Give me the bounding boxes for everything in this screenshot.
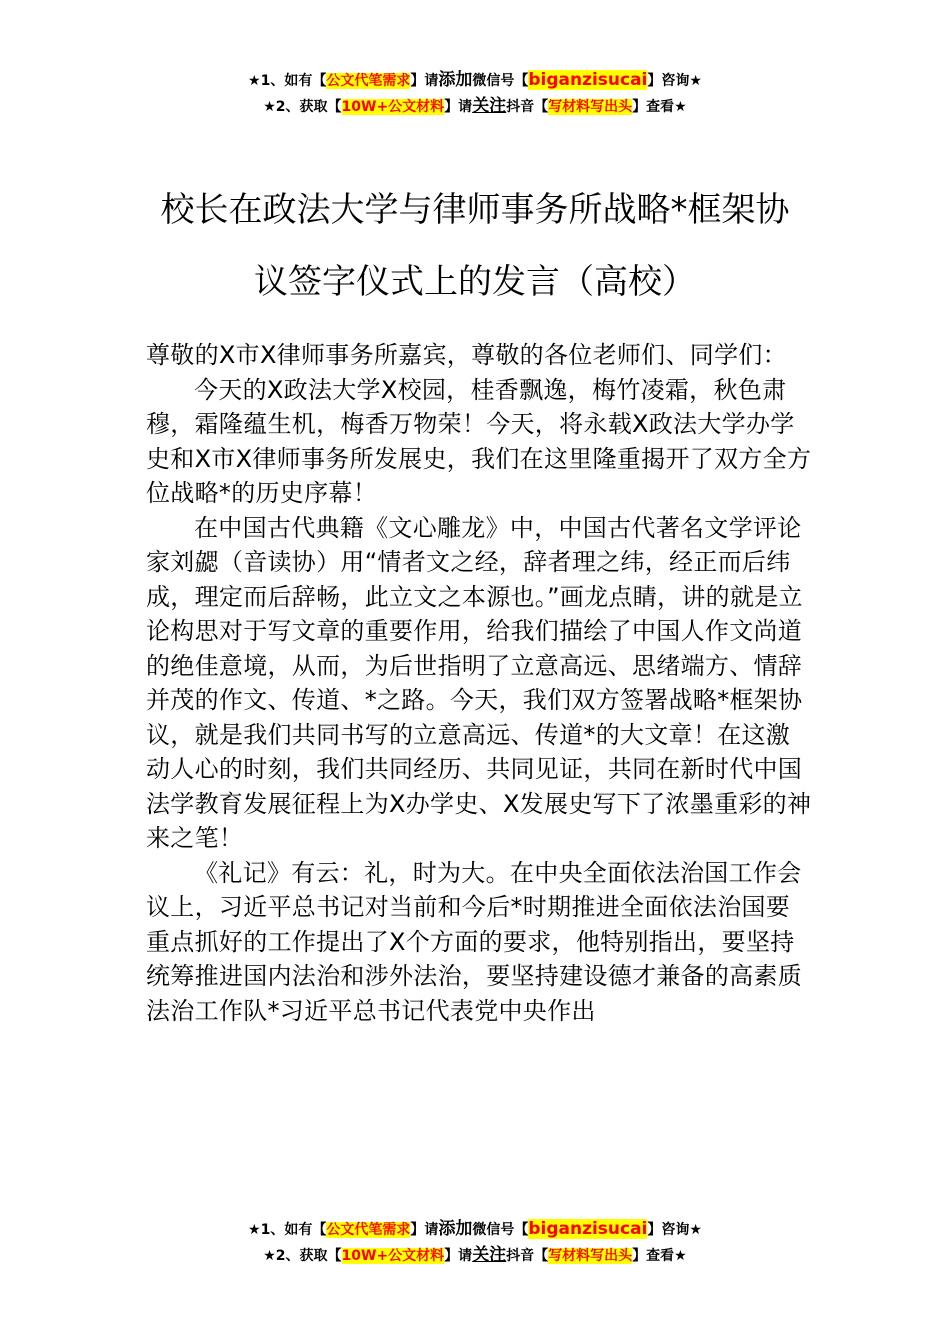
promo-text: ★1、如有【 (248, 1222, 327, 1238)
header-promo-banner (0, 68, 950, 120)
promo-wechat-id: biganzisucai (528, 70, 648, 90)
paragraph: 今天的X政法大学X校园，桂香飘逸，梅竹凌霜，秋色肃穆，霜隆蕴生机，梅香万物荣！今天，将永载X政法大学办学史和X市X律师事务所发展史，我们在这里隆重揭开了双方全方位战略*的历史序幕！ (146, 375, 812, 507)
promo-text: 】请 (444, 1248, 473, 1264)
promo-highlight: 公文代笔需求 (326, 73, 411, 89)
promo-douyin-name: 写材料写出头 (548, 1248, 633, 1264)
promo-text: 】咨询★ (647, 73, 702, 89)
promo-wechat-id: biganzisucai (528, 1219, 648, 1239)
document-title (0, 174, 950, 318)
promo-text: 】查看★ (632, 1248, 687, 1264)
promo-emphasis: 关注 (472, 96, 507, 116)
promo-text: ★1、如有【 (248, 73, 327, 89)
promo-line-1 (0, 68, 950, 94)
promo-line-1 (0, 1217, 950, 1243)
salutation: 尊敬的X市X律师事务所嘉宾，尊敬的各位老师们、同学们： (146, 341, 787, 369)
promo-emphasis: 添加 (438, 1219, 473, 1239)
document-body (146, 338, 814, 1028)
promo-text: ★2、获取【 (263, 1248, 342, 1264)
paragraph: 《礼记》有云：礼，时为大。在中央全面依法治国工作会议上，习近平总书记对当前和今后*时期推进全面依法治国要重点抓好的工作提出了X个方面的要求，他特别指出，要坚持统筹推进国内法治和涉外法治，要坚持建设德才兼备的高素质法治工作队*习近平总书记代表党中央作出 (146, 858, 803, 1025)
promo-text: 抖音【 (506, 1248, 549, 1264)
title-line: 校长在政法大学与律师事务所战略*框架协 (160, 190, 790, 230)
promo-highlight: 10W+公文材料 (341, 1248, 445, 1264)
promo-text: 微信号【 (472, 73, 529, 89)
promo-text: 】请 (444, 99, 473, 115)
promo-douyin-name: 写材料写出头 (548, 99, 633, 115)
promo-emphasis: 添加 (438, 70, 473, 90)
promo-text: 】请 (410, 73, 439, 89)
title-line: 议签字仪式上的发言（高校） (254, 262, 696, 302)
footer-promo-banner (0, 1217, 950, 1269)
promo-text: 微信号【 (472, 1222, 529, 1238)
promo-text: 】请 (410, 1222, 439, 1238)
promo-text: 抖音【 (506, 99, 549, 115)
promo-line-2 (0, 1243, 950, 1269)
promo-emphasis: 关注 (472, 1245, 507, 1265)
promo-text: ★2、获取【 (263, 99, 342, 115)
promo-line-2 (0, 94, 950, 120)
promo-text: 】查看★ (632, 99, 687, 115)
promo-highlight: 10W+公文材料 (341, 99, 445, 115)
promo-highlight: 公文代笔需求 (326, 1222, 411, 1238)
paragraph: 在中国古代典籍《文心雕龙》中，中国古代著名文学评论家刘勰（音读协）用“情者文之经，辞者理之纬，经正而后纬成，理定而后辞畅，此立文之本源也。”画龙点睛，讲的就是立论构思对于写文章的重要作用，给我们描绘了中国人作文尚道的绝佳意境，从而，为后世指明了立意高远、思绪端方、情辞并茂的作文、传道、*之路。今天，我们双方签署战略*框架协议，就是我们共同书写的立意高远、传道*的大文章！在这激动人心的时刻，我们共同经历、共同见证，共同在新时代中国法学教育发展征程上为X办学史、X发展史写下了浓墨重彩的神来之笔！ (146, 513, 812, 852)
promo-text: 】咨询★ (647, 1222, 702, 1238)
